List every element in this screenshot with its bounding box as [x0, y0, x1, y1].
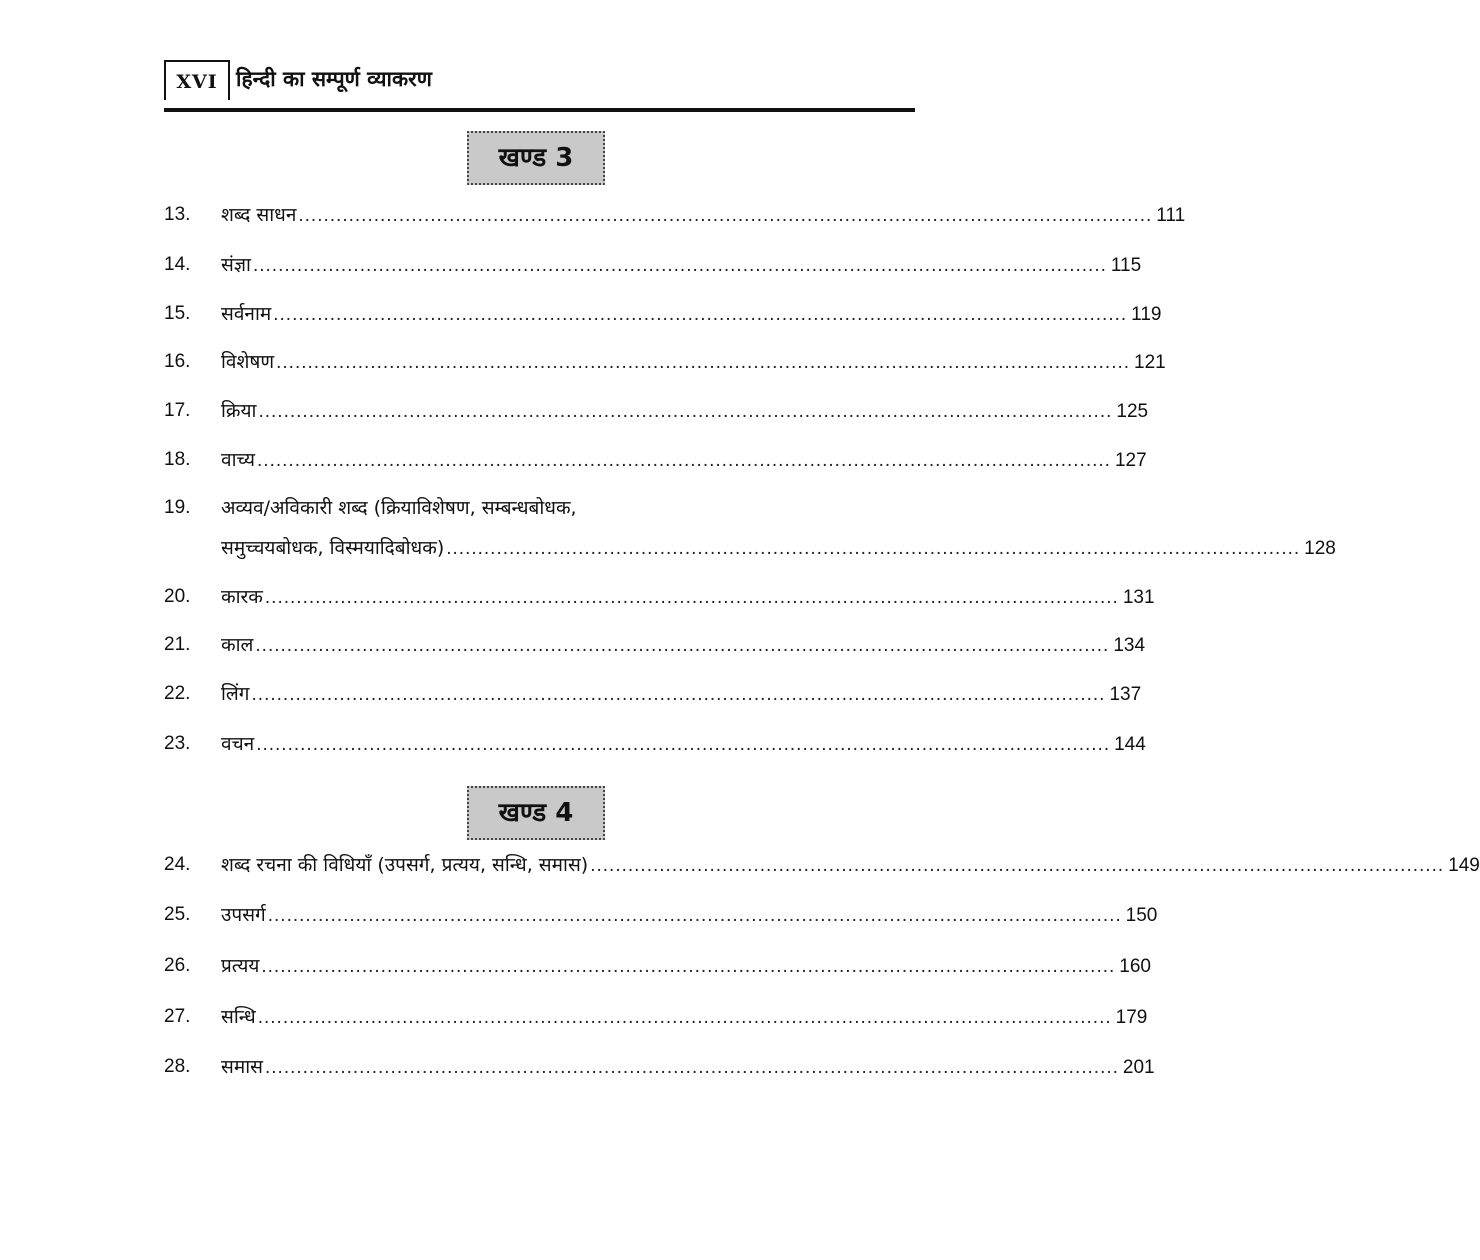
- entry-title: वाच्य: [221, 449, 256, 471]
- entry-page: 131: [1122, 587, 1155, 608]
- toc-entry[interactable]: [164, 580, 1155, 614]
- entry-page: 149: [1448, 855, 1480, 876]
- entry-title: उपसर्ग: [221, 904, 266, 926]
- entry-page: 111: [1156, 205, 1186, 226]
- entry-number: 15.: [164, 303, 191, 324]
- toc-entry[interactable]: [164, 677, 1142, 711]
- entry-page: 144: [1114, 734, 1146, 755]
- entry-page: 125: [1116, 401, 1149, 422]
- entry-title: क्रिया: [221, 400, 257, 422]
- leader-dots: ........................................................................................................................................: [273, 304, 1128, 325]
- toc-entry[interactable]: [164, 198, 1186, 232]
- entry-page: 201: [1122, 1057, 1155, 1078]
- entry-title: समुच्चयबोधक, विस्मयादिबोधक): [221, 537, 445, 559]
- entry-page: 127: [1114, 450, 1147, 471]
- entry-number: 21.: [164, 634, 191, 655]
- entry-number: 23.: [164, 733, 191, 754]
- toc-entry[interactable]: [164, 394, 1149, 428]
- entry-page: 134: [1113, 635, 1146, 656]
- toc-entry[interactable]: [164, 848, 1480, 882]
- entry-number: 24.: [164, 854, 191, 875]
- entry-page: 150: [1125, 905, 1158, 926]
- entry-title: शब्द रचना की विधियाँ (उपसर्ग, प्रत्यय, सन्धि, समास): [221, 854, 589, 876]
- entry-number: 14.: [164, 254, 191, 275]
- leader-dots: ........................................................................................................................................: [264, 1057, 1119, 1078]
- toc-entry[interactable]: [164, 248, 1142, 282]
- leader-dots: ........................................................................................................................................: [255, 635, 1110, 656]
- toc-entry[interactable]: [164, 1050, 1155, 1084]
- toc-entry[interactable]: [164, 949, 1151, 983]
- leader-dots: ........................................................................................................................................: [258, 401, 1113, 422]
- toc-entry[interactable]: [164, 1000, 1148, 1034]
- entry-number: 13.: [164, 204, 191, 225]
- toc-entry[interactable]: [164, 345, 1166, 379]
- entry-title: कारक: [221, 586, 263, 608]
- leader-dots: ........................................................................................................................................: [267, 905, 1122, 926]
- leader-dots: ........................................................................................................................................: [298, 205, 1153, 226]
- entry-title: विशेषण: [221, 351, 275, 373]
- leader-dots: ........................................................................................................................................: [590, 855, 1445, 876]
- entry-number: 27.: [164, 1006, 191, 1027]
- entry-number: 22.: [164, 683, 191, 704]
- toc-entry[interactable]: [164, 297, 1162, 331]
- entry-title: काल: [221, 634, 254, 656]
- page-number-roman: XVI: [164, 60, 230, 100]
- entry-page: 121: [1134, 352, 1166, 373]
- leader-dots: ........................................................................................................................................: [256, 734, 1111, 755]
- page-header: [164, 60, 915, 112]
- entry-number: 25.: [164, 904, 191, 925]
- section-heading-khand-3: खण्ड 3: [467, 131, 605, 185]
- entry-page: 115: [1110, 255, 1142, 276]
- entry-page: 137: [1109, 684, 1142, 705]
- leader-dots: ........................................................................................................................................: [261, 956, 1116, 977]
- leader-dots: ........................................................................................................................................: [257, 1007, 1112, 1028]
- toc-entry[interactable]: [164, 443, 1147, 477]
- entry-number: 16.: [164, 351, 191, 372]
- leader-dots: ........................................................................................................................................: [252, 255, 1107, 276]
- toc-entry[interactable]: [164, 727, 1146, 761]
- toc-entry[interactable]: [164, 898, 1158, 932]
- entry-title: लिंग: [221, 683, 250, 705]
- entry-title-line1: अव्यव/अविकारी शब्द (क्रियाविशेषण, सम्बन्धबोधक,: [221, 497, 577, 519]
- entry-number: 26.: [164, 955, 191, 976]
- entry-number: 20.: [164, 586, 191, 607]
- leader-dots: ........................................................................................................................................: [446, 538, 1301, 559]
- toc-entry[interactable]: [164, 628, 1146, 662]
- entry-number: 18.: [164, 449, 191, 470]
- entry-page: 160: [1119, 956, 1151, 977]
- entry-title: सन्धि: [221, 1006, 256, 1028]
- leader-dots: ........................................................................................................................................: [251, 684, 1106, 705]
- entry-page: 179: [1115, 1007, 1148, 1028]
- entry-title: सर्वनाम: [221, 303, 272, 325]
- entry-title: समास: [221, 1056, 263, 1078]
- entry-title: वचन: [221, 733, 255, 755]
- entry-page: 128: [1304, 538, 1336, 559]
- entry-number: 17.: [164, 400, 191, 421]
- entry-title: शब्द साधन: [221, 204, 297, 226]
- entry-number: 28.: [164, 1056, 191, 1077]
- leader-dots: ........................................................................................................................................: [264, 587, 1119, 608]
- section-heading-khand-4: खण्ड 4: [467, 786, 605, 840]
- entry-number: 19.: [164, 497, 191, 518]
- leader-dots: ........................................................................................................................................: [276, 352, 1131, 373]
- entry-title: प्रत्यय: [221, 955, 260, 977]
- book-title: हिन्दी का सम्पूर्ण व्याकरण: [236, 67, 432, 91]
- entry-page: 119: [1131, 304, 1162, 325]
- entry-title: संज्ञा: [221, 254, 251, 276]
- leader-dots: ........................................................................................................................................: [257, 450, 1111, 471]
